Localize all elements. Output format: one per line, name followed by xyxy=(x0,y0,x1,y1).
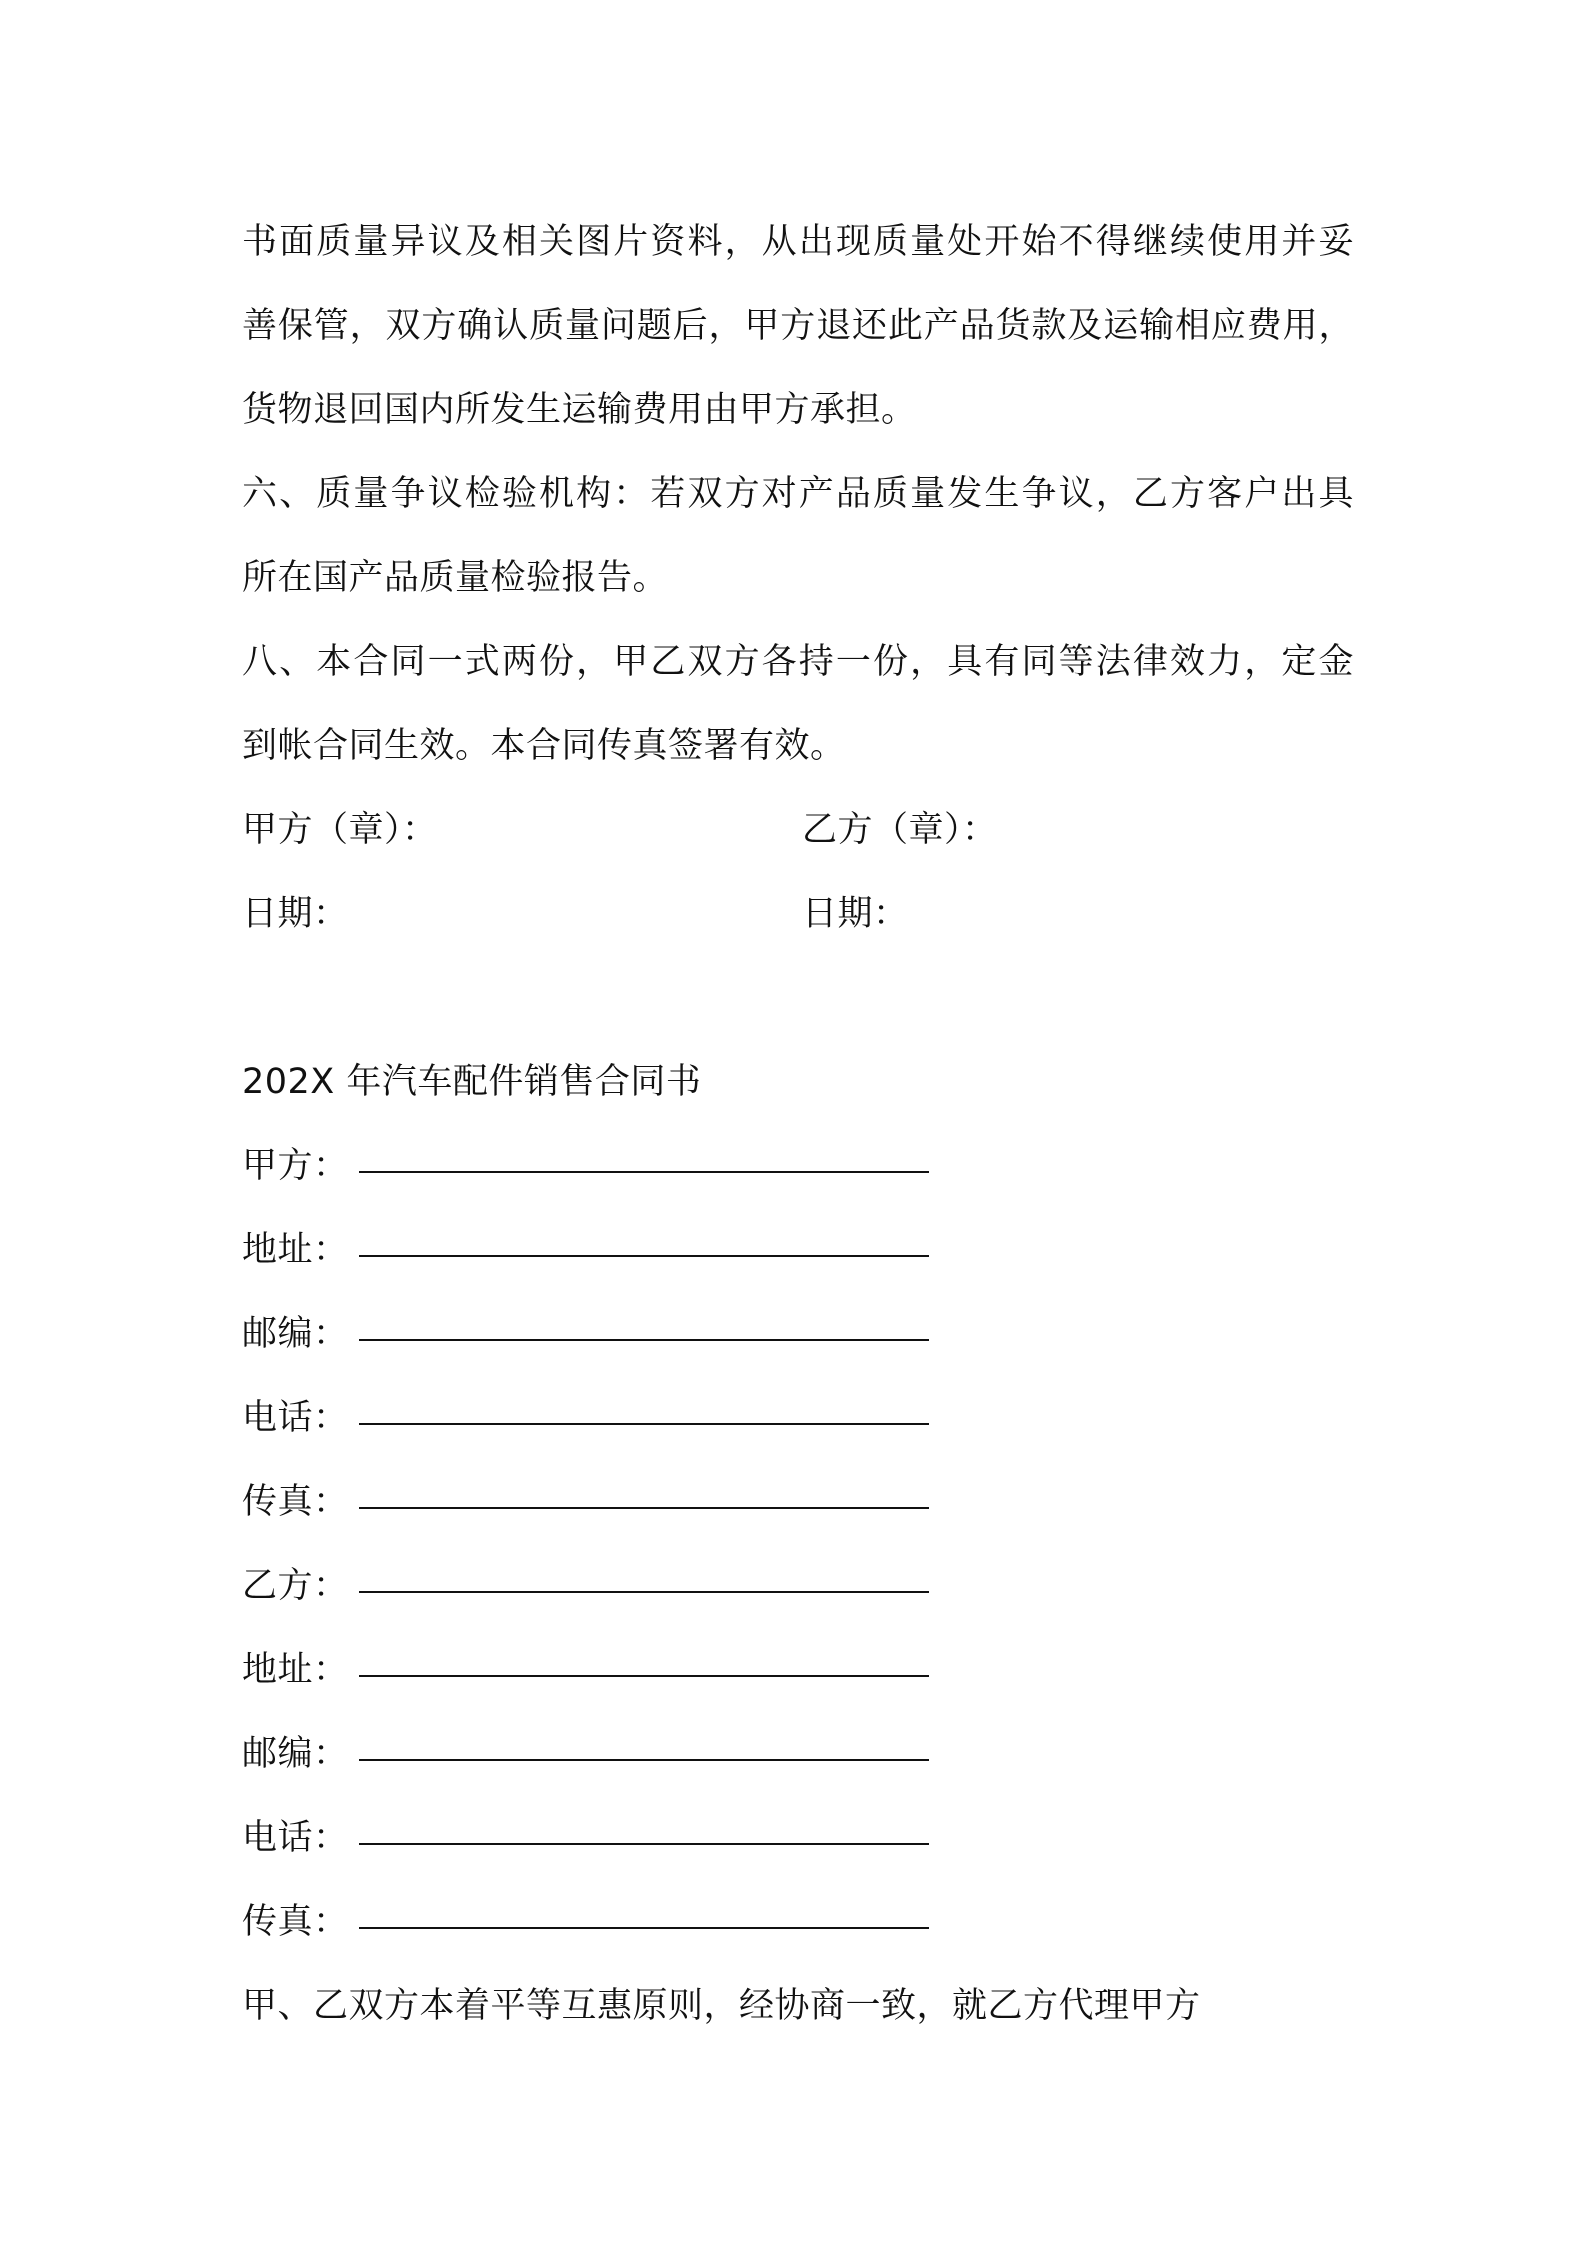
party-a-seal-label: 甲方（章）： xyxy=(242,810,438,850)
document-body xyxy=(242,200,1362,2048)
blank-fill-line xyxy=(359,1507,929,1509)
party-b-fax-field xyxy=(242,1880,1362,1964)
party-a-date-label: 日期： xyxy=(242,894,349,934)
field-label: 电话： xyxy=(242,1398,349,1438)
paragraph-line: 六、质量争议检验机构：若双方对产品质量发生争议，乙方客户出具 xyxy=(242,474,1354,514)
blank-fill-line xyxy=(359,1759,929,1761)
party-a-postcode-field xyxy=(242,1292,1362,1376)
field-label: 地址： xyxy=(242,1230,349,1270)
blank-fill-line xyxy=(359,1171,929,1173)
field-label: 邮编： xyxy=(242,1734,349,1774)
field-label: 电话： xyxy=(242,1818,349,1858)
section-spacer xyxy=(242,956,1362,1040)
party-b-field xyxy=(242,1544,1362,1628)
field-label: 传真： xyxy=(242,1482,349,1522)
party-a-phone-field xyxy=(242,1376,1362,1460)
field-label: 甲方： xyxy=(242,1146,349,1186)
paragraph-line: 八、本合同一式两份，甲乙双方各持一份，具有同等法律效力，定金 xyxy=(242,642,1354,682)
clause-eight xyxy=(242,620,1362,788)
party-b-address-field xyxy=(242,1628,1362,1712)
blank-fill-line xyxy=(359,1423,929,1425)
signature-seal-row xyxy=(242,788,1362,872)
blank-fill-line xyxy=(359,1843,929,1845)
continuation-paragraph xyxy=(242,200,1362,452)
contract-intro-line: 甲、乙双方本着平等互惠原则，经协商一致，就乙方代理甲方 xyxy=(242,1986,1201,2026)
blank-fill-line xyxy=(359,1255,929,1257)
clause-six xyxy=(242,452,1362,620)
field-label: 地址： xyxy=(242,1650,349,1690)
blank-fill-line xyxy=(359,1339,929,1341)
blank-fill-line xyxy=(359,1675,929,1677)
paragraph-line: 善保管，双方确认质量问题后，甲方退还此产品货款及运输相应费用， xyxy=(242,306,1354,346)
signature-block xyxy=(242,788,1362,956)
party-b-date-label: 日期： xyxy=(802,894,909,934)
paragraph-line: 书面质量异议及相关图片资料，从出现质量处开始不得继续使用并妥 xyxy=(242,222,1354,262)
party-info-fields xyxy=(242,1124,1362,1964)
contract-title: 202X 年汽车配件销售合同书 xyxy=(242,1062,702,1102)
party-a-address-field xyxy=(242,1208,1362,1292)
party-b-phone-field xyxy=(242,1796,1362,1880)
paragraph-line: 货物退回国内所发生运输费用由甲方承担。 xyxy=(242,390,917,430)
paragraph-line: 所在国产品质量检验报告。 xyxy=(242,558,669,598)
signature-date-row xyxy=(242,872,1362,956)
field-label: 传真： xyxy=(242,1902,349,1942)
party-b-seal-label: 乙方（章）： xyxy=(802,810,998,850)
blank-fill-line xyxy=(359,1591,929,1593)
paragraph-line: 到帐合同生效。本合同传真签署有效。 xyxy=(242,726,846,766)
field-label: 邮编： xyxy=(242,1314,349,1354)
party-a-field xyxy=(242,1124,1362,1208)
party-a-fax-field xyxy=(242,1460,1362,1544)
field-label: 乙方： xyxy=(242,1566,349,1606)
blank-fill-line xyxy=(359,1927,929,1929)
party-b-postcode-field xyxy=(242,1712,1362,1796)
